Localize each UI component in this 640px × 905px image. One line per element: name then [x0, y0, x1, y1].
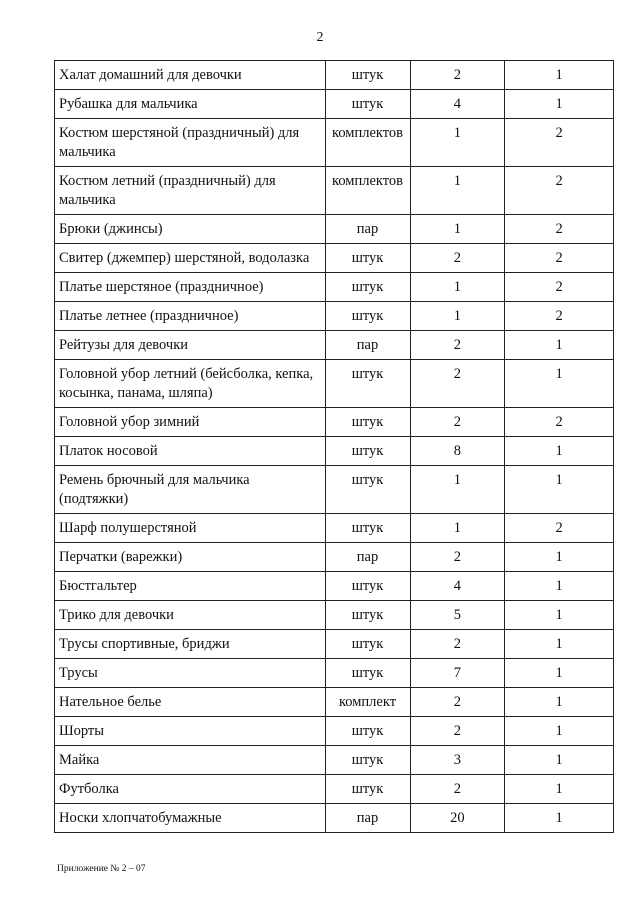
table-row — [55, 167, 614, 215]
wear-period-cell: 2 — [505, 215, 614, 244]
unit-cell: штук — [325, 746, 410, 775]
table-row — [55, 244, 614, 273]
table-row — [55, 360, 614, 408]
table-row — [55, 215, 614, 244]
table-row — [55, 717, 614, 746]
quantity-cell: 20 — [410, 804, 505, 833]
unit-cell: пар — [325, 543, 410, 572]
quantity-cell: 1 — [410, 273, 505, 302]
table-row — [55, 119, 614, 167]
quantity-cell: 1 — [410, 466, 505, 514]
footer-note: Приложение № 2 – 07 — [57, 864, 146, 874]
item-name-cell: Перчатки (варежки) — [55, 543, 326, 572]
quantity-cell: 1 — [410, 514, 505, 543]
item-name-cell: Футболка — [55, 775, 326, 804]
table-row — [55, 746, 614, 775]
wear-period-cell: 2 — [505, 514, 614, 543]
item-name-cell: Трусы — [55, 659, 326, 688]
quantity-cell: 2 — [410, 360, 505, 408]
item-name-cell: Трико для девочки — [55, 601, 326, 630]
wear-period-cell: 2 — [505, 119, 614, 167]
wear-period-cell: 1 — [505, 543, 614, 572]
wear-period-cell: 2 — [505, 302, 614, 331]
item-name-cell: Костюм летний (праздничный) для мальчика — [55, 167, 326, 215]
quantity-cell: 2 — [410, 331, 505, 360]
wear-period-cell: 1 — [505, 659, 614, 688]
item-name-cell: Брюки (джинсы) — [55, 215, 326, 244]
unit-cell: штук — [325, 437, 410, 466]
unit-cell: штук — [325, 61, 410, 90]
table-row — [55, 466, 614, 514]
item-name-cell: Головной убор зимний — [55, 408, 326, 437]
unit-cell: штук — [325, 630, 410, 659]
wear-period-cell: 1 — [505, 688, 614, 717]
table-row — [55, 302, 614, 331]
unit-cell: штук — [325, 273, 410, 302]
unit-cell: штук — [325, 90, 410, 119]
quantity-cell: 1 — [410, 167, 505, 215]
quantity-cell: 2 — [410, 717, 505, 746]
item-name-cell: Халат домашний для девочки — [55, 61, 326, 90]
wear-period-cell: 1 — [505, 746, 614, 775]
quantity-cell: 2 — [410, 244, 505, 273]
table-body — [55, 61, 614, 833]
wear-period-cell: 2 — [505, 244, 614, 273]
item-name-cell: Носки хлопчатобумажные — [55, 804, 326, 833]
table-row — [55, 804, 614, 833]
wear-period-cell: 2 — [505, 408, 614, 437]
wear-period-cell: 1 — [505, 61, 614, 90]
wear-period-cell: 1 — [505, 466, 614, 514]
item-name-cell: Свитер (джемпер) шерстяной, водолазка — [55, 244, 326, 273]
unit-cell: штук — [325, 572, 410, 601]
table-row — [55, 273, 614, 302]
unit-cell: комплектов — [325, 119, 410, 167]
unit-cell: штук — [325, 775, 410, 804]
quantity-cell: 2 — [410, 61, 505, 90]
unit-cell: пар — [325, 331, 410, 360]
unit-cell: штук — [325, 360, 410, 408]
page-number: 2 — [316, 30, 324, 45]
quantity-cell: 1 — [410, 302, 505, 331]
unit-cell: штук — [325, 717, 410, 746]
table-row — [55, 437, 614, 466]
item-name-cell: Рубашка для мальчика — [55, 90, 326, 119]
table-row — [55, 61, 614, 90]
unit-cell: штук — [325, 466, 410, 514]
wear-period-cell: 1 — [505, 572, 614, 601]
unit-cell: штук — [325, 659, 410, 688]
wear-period-cell: 1 — [505, 90, 614, 119]
table-row — [55, 630, 614, 659]
quantity-cell: 2 — [410, 630, 505, 659]
quantity-cell: 5 — [410, 601, 505, 630]
table-row — [55, 543, 614, 572]
wear-period-cell: 1 — [505, 360, 614, 408]
quantity-cell: 2 — [410, 688, 505, 717]
table-row — [55, 572, 614, 601]
table-row — [55, 331, 614, 360]
unit-cell: комплектов — [325, 167, 410, 215]
wear-period-cell: 1 — [505, 601, 614, 630]
unit-cell: штук — [325, 601, 410, 630]
table-row — [55, 90, 614, 119]
wear-period-cell: 1 — [505, 775, 614, 804]
item-name-cell: Нательное белье — [55, 688, 326, 717]
wear-period-cell: 1 — [505, 717, 614, 746]
quantity-cell: 2 — [410, 408, 505, 437]
table-row — [55, 688, 614, 717]
unit-cell: комплект — [325, 688, 410, 717]
table-row — [55, 601, 614, 630]
item-name-cell: Головной убор летний (бейсболка, кепка, косынка, панама, шляпа) — [55, 360, 326, 408]
unit-cell: пар — [325, 215, 410, 244]
unit-cell: штук — [325, 408, 410, 437]
wear-period-cell: 1 — [505, 630, 614, 659]
quantity-cell: 4 — [410, 90, 505, 119]
quantity-cell: 4 — [410, 572, 505, 601]
wear-period-cell: 1 — [505, 437, 614, 466]
wear-period-cell: 1 — [505, 331, 614, 360]
item-name-cell: Платок носовой — [55, 437, 326, 466]
item-name-cell: Шарф полушерстяной — [55, 514, 326, 543]
table-row — [55, 514, 614, 543]
table-row — [55, 408, 614, 437]
table-row — [55, 775, 614, 804]
item-name-cell: Майка — [55, 746, 326, 775]
item-name-cell: Бюстгальтер — [55, 572, 326, 601]
quantity-cell: 1 — [410, 119, 505, 167]
item-name-cell: Костюм шерстяной (праздничный) для мальчика — [55, 119, 326, 167]
unit-cell: штук — [325, 244, 410, 273]
quantity-cell: 1 — [410, 215, 505, 244]
clothing-norms-table — [54, 60, 614, 833]
unit-cell: штук — [325, 514, 410, 543]
wear-period-cell: 2 — [505, 273, 614, 302]
item-name-cell: Ремень брючный для мальчика (подтяжки) — [55, 466, 326, 514]
item-name-cell: Рейтузы для девочки — [55, 331, 326, 360]
quantity-cell: 3 — [410, 746, 505, 775]
wear-period-cell: 2 — [505, 167, 614, 215]
quantity-cell: 7 — [410, 659, 505, 688]
table-row — [55, 659, 614, 688]
quantity-cell: 8 — [410, 437, 505, 466]
quantity-cell: 2 — [410, 775, 505, 804]
quantity-cell: 2 — [410, 543, 505, 572]
item-name-cell: Шорты — [55, 717, 326, 746]
wear-period-cell: 1 — [505, 804, 614, 833]
item-name-cell: Трусы спортивные, бриджи — [55, 630, 326, 659]
item-name-cell: Платье шерстяное (праздничное) — [55, 273, 326, 302]
unit-cell: пар — [325, 804, 410, 833]
item-name-cell: Платье летнее (праздничное) — [55, 302, 326, 331]
unit-cell: штук — [325, 302, 410, 331]
